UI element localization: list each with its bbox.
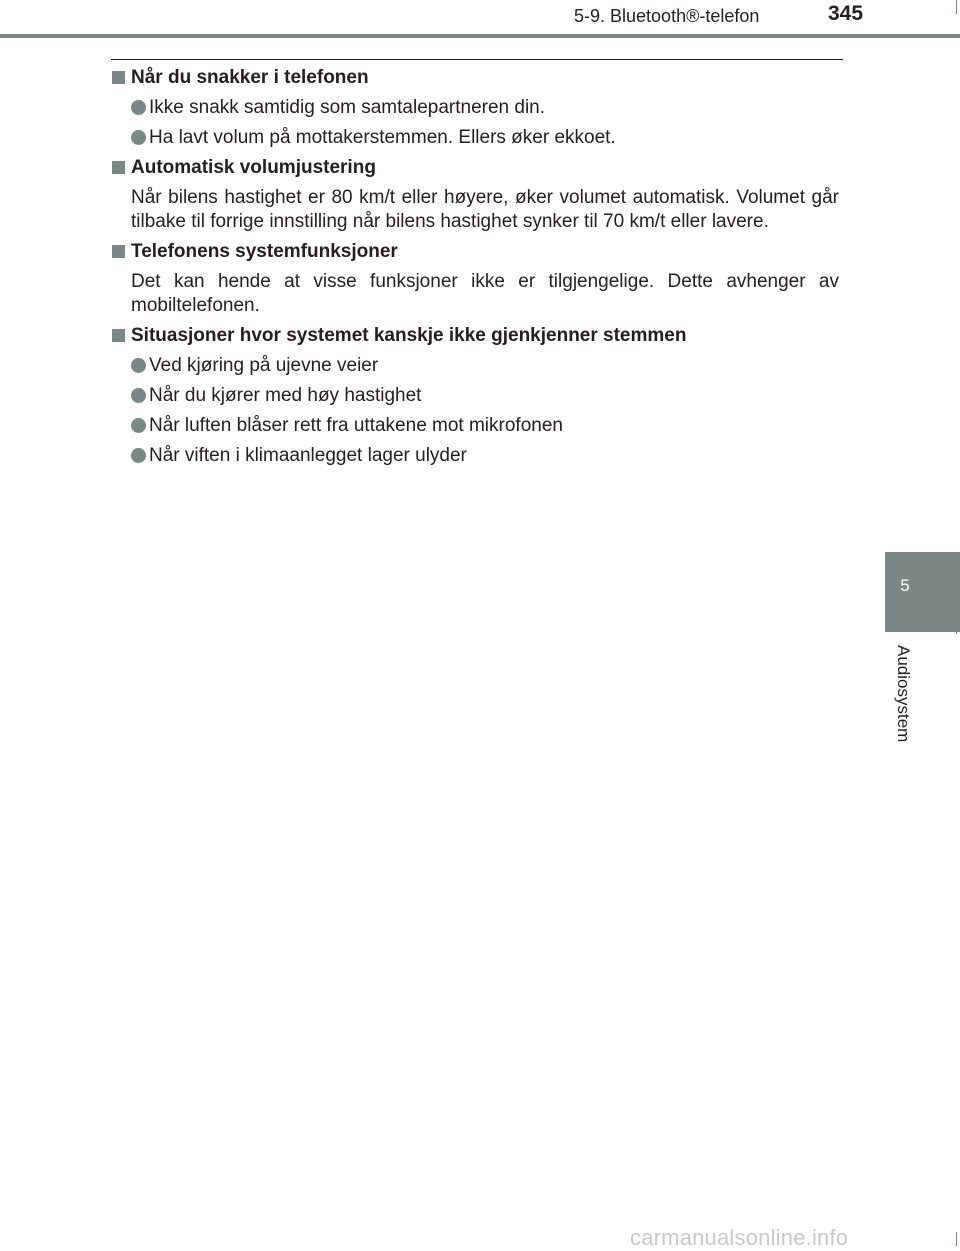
content-rule bbox=[111, 59, 843, 60]
list-item bbox=[111, 414, 839, 438]
section-heading-text: Telefonens systemfunksjoner bbox=[131, 241, 398, 262]
circle-bullet-icon bbox=[131, 448, 146, 463]
list-item-text: Når du kjører med høy hastighet bbox=[149, 385, 422, 406]
circle-bullet-icon bbox=[131, 388, 146, 403]
square-bullet-icon bbox=[112, 71, 125, 84]
section-heading-text: Situasjoner hvor systemet kanskje ikke gjenkjenner stemmen bbox=[131, 325, 687, 346]
section-paragraph: Når bilens hastighet er 80 km/t eller høyere, øker volumet automatisk. Volumet går tilbake til forrige innstilling når bilens hastighet synker til 70 km/t eller lavere. bbox=[131, 187, 839, 232]
square-bullet-icon bbox=[112, 161, 125, 174]
section-paragraph: Det kan hende at visse funksjoner ikke er tilgjengelige. Dette avhenger av mobiltelefonen. bbox=[131, 271, 839, 316]
list-item bbox=[111, 444, 839, 468]
header-section-title: 5-9. Bluetooth®-telefon bbox=[574, 6, 760, 26]
square-bullet-icon bbox=[112, 245, 125, 258]
chapter-number: 5 bbox=[900, 576, 910, 595]
chapter-tab bbox=[885, 552, 960, 632]
list-item-text: Når viften i klimaanlegget lager ulyder bbox=[149, 445, 467, 466]
crop-mark bbox=[956, 1232, 957, 1246]
square-bullet-icon bbox=[112, 329, 125, 342]
list-item bbox=[111, 384, 839, 408]
section-heading bbox=[111, 66, 839, 90]
chapter-label: Audiosystem bbox=[894, 645, 913, 743]
header-rule bbox=[0, 34, 960, 38]
circle-bullet-icon bbox=[131, 358, 146, 373]
page-content bbox=[111, 66, 839, 468]
watermark: carmanualsonline.info bbox=[630, 1225, 849, 1250]
section-heading-text: Når du snakker i telefonen bbox=[131, 67, 369, 88]
page-number: 345 bbox=[828, 2, 864, 25]
list-item bbox=[111, 126, 839, 150]
list-item-text: Når luften blåser rett fra uttakene mot mikrofonen bbox=[149, 415, 563, 436]
crop-mark bbox=[956, 0, 957, 14]
section-heading bbox=[111, 240, 839, 264]
crop-mark bbox=[956, 620, 957, 634]
list-item bbox=[111, 354, 839, 378]
circle-bullet-icon bbox=[131, 418, 146, 433]
circle-bullet-icon bbox=[131, 130, 146, 145]
section-heading-text: Automatisk volumjustering bbox=[131, 157, 376, 178]
list-item-text: Ikke snakk samtidig som samtalepartneren din. bbox=[149, 97, 546, 118]
list-item bbox=[111, 96, 839, 120]
section-heading bbox=[111, 324, 839, 348]
circle-bullet-icon bbox=[131, 100, 146, 115]
section-heading bbox=[111, 156, 839, 180]
list-item-text: Ved kjøring på ujevne veier bbox=[149, 355, 379, 376]
list-item-text: Ha lavt volum på mottakerstemmen. Ellers øker ekkoet. bbox=[149, 127, 616, 148]
